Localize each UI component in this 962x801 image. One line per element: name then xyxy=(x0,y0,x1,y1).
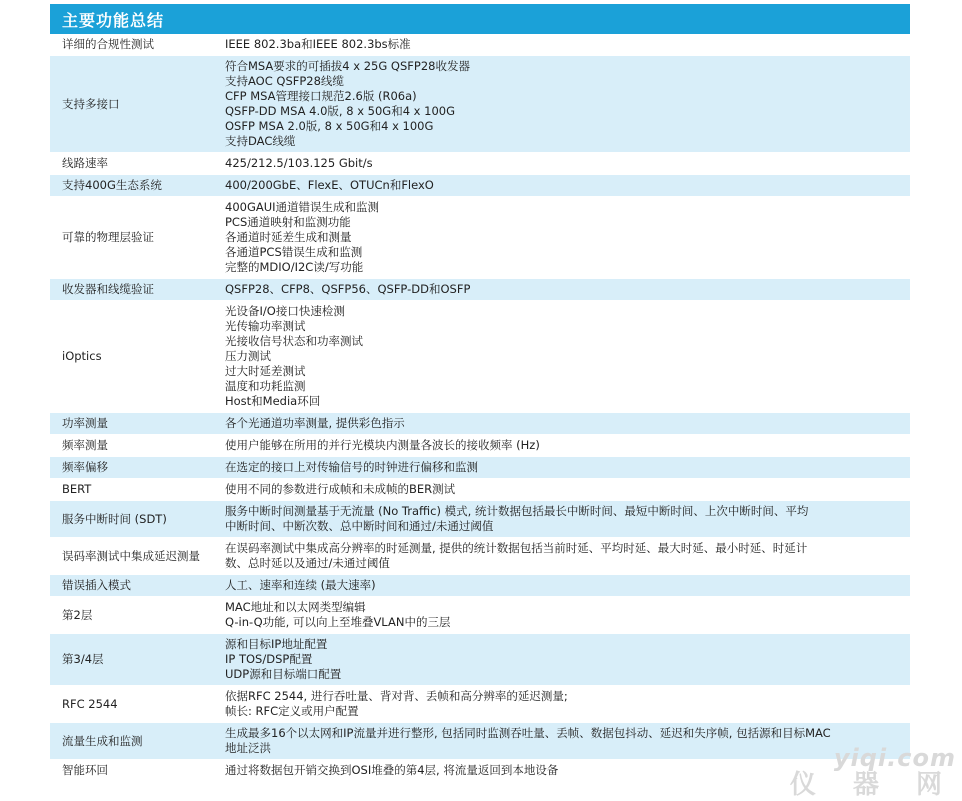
feature-row xyxy=(50,56,910,153)
feature-row xyxy=(50,538,910,575)
feature-name: 频率测量 xyxy=(50,435,225,457)
feature-description xyxy=(225,597,910,634)
feature-name: BERT xyxy=(50,479,225,501)
description-line: QSFP28、CFP8、QSFP56、QSFP-DD和OSFP xyxy=(225,282,471,296)
description-line: 支持AOC QSFP28线缆 xyxy=(225,74,344,88)
feature-description xyxy=(225,34,910,56)
description-line: 过大时延差测试 xyxy=(225,364,306,378)
description-line: IEEE 802.3ba和IEEE 802.3bs标准 xyxy=(225,37,411,51)
description-line: 压力测试 xyxy=(225,349,271,363)
description-line: 使用不同的参数进行成帧和未成帧的BER测试 xyxy=(225,482,456,496)
description-line: 完整的MDIO/I2C读/写功能 xyxy=(225,260,364,274)
feature-row xyxy=(50,279,910,301)
description-line: 温度和功耗监测 xyxy=(225,379,306,393)
feature-row xyxy=(50,597,910,634)
description-line: MAC地址和以太网类型编辑 xyxy=(225,600,366,614)
feature-row xyxy=(50,301,910,413)
feature-description xyxy=(225,575,910,597)
feature-name: 误码率测试中集成延迟测量 xyxy=(50,538,225,575)
feature-name: 可靠的物理层验证 xyxy=(50,197,225,279)
description-line: CFP MSA管理接口规范2.6版 (R06a) xyxy=(225,89,417,103)
feature-row xyxy=(50,457,910,479)
feature-name: 详细的合规性测试 xyxy=(50,34,225,56)
feature-table xyxy=(50,34,910,782)
feature-row xyxy=(50,760,910,782)
description-line: 使用户能够在所用的并行光模块内测量各波长的接收频率 (Hz) xyxy=(225,438,540,452)
feature-description xyxy=(225,501,910,538)
description-line: IP TOS/DSP配置 xyxy=(225,652,313,666)
description-line: 帧长: RFC定义或用户配置 xyxy=(225,704,359,718)
description-line: 服务中断时间测量基于无流量 (No Traffic) 模式, 统计数据包括最长中断时间、最短中断时间、上次中断时间、平均 xyxy=(225,504,809,518)
feature-description xyxy=(225,457,910,479)
description-line: 400GAUI通道错误生成和监测 xyxy=(225,200,380,214)
description-line: 425/212.5/103.125 Gbit/s xyxy=(225,156,373,170)
description-line: UDP源和目标端口配置 xyxy=(225,667,342,681)
description-line: 各通道PCS错误生成和监测 xyxy=(225,245,363,259)
description-line: 光接收信号状态和功率测试 xyxy=(225,334,363,348)
feature-description xyxy=(225,175,910,197)
description-line: 各通道时延差生成和测量 xyxy=(225,230,352,244)
feature-row xyxy=(50,435,910,457)
feature-description xyxy=(225,435,910,457)
feature-description xyxy=(225,634,910,686)
feature-description xyxy=(225,413,910,435)
feature-name: RFC 2544 xyxy=(50,686,225,723)
feature-row xyxy=(50,413,910,435)
description-line: 依据RFC 2544, 进行吞吐量、背对背、丢帧和高分辨率的延迟测量; xyxy=(225,689,568,703)
feature-name: 智能环回 xyxy=(50,760,225,782)
feature-row xyxy=(50,197,910,279)
feature-description xyxy=(225,279,910,301)
feature-name: iOptics xyxy=(50,301,225,413)
description-line: 中断时间、中断次数、总中断时间和通过/未通过阈值 xyxy=(225,519,494,533)
description-line: Q-in-Q功能, 可以向上至堆叠VLAN中的三层 xyxy=(225,615,451,629)
watermark-brand: 仪 器 网 xyxy=(789,770,956,800)
feature-name: 服务中断时间 (SDT) xyxy=(50,501,225,538)
description-line: 各个光通道功率测量, 提供彩色指示 xyxy=(225,416,405,430)
description-line: 400/200GbE、FlexE、OTUCn和FlexO xyxy=(225,178,434,192)
feature-row xyxy=(50,153,910,175)
section-title: 主要功能总结 xyxy=(50,4,910,34)
feature-row xyxy=(50,634,910,686)
watermark-domain: yiqi.com xyxy=(833,744,956,772)
feature-description xyxy=(225,197,910,279)
feature-name: 线路速率 xyxy=(50,153,225,175)
feature-name: 支持400G生态系统 xyxy=(50,175,225,197)
description-line: QSFP-DD MSA 4.0版, 8 x 50G和4 x 100G xyxy=(225,104,455,118)
feature-name: 功率测量 xyxy=(50,413,225,435)
feature-description xyxy=(225,538,910,575)
feature-row xyxy=(50,723,910,760)
feature-description xyxy=(225,686,910,723)
watermark-logo xyxy=(790,745,956,799)
description-line: 光设备I/O接口快速检测 xyxy=(225,304,345,318)
description-line: 支持DAC线缆 xyxy=(225,134,296,148)
description-line: 数、总时延以及通过/未通过阈值 xyxy=(225,556,390,570)
feature-row xyxy=(50,34,910,56)
feature-row xyxy=(50,575,910,597)
feature-name: 错误插入模式 xyxy=(50,575,225,597)
description-line: OSFP MSA 2.0版, 8 x 50G和4 x 100G xyxy=(225,119,434,133)
description-line: 生成最多16个以太网和IP流量并进行整形, 包括同时监测吞吐量、丢帧、数据包抖动、延迟和失序帧, 包括源和目标MAC xyxy=(225,726,831,740)
feature-name: 第2层 xyxy=(50,597,225,634)
description-line: 人工、速率和连续 (最大速率) xyxy=(225,578,376,592)
feature-name: 频率偏移 xyxy=(50,457,225,479)
description-line: 符合MSA要求的可插拔4 x 25G QSFP28收发器 xyxy=(225,59,470,73)
feature-description xyxy=(225,479,910,501)
feature-description xyxy=(225,56,910,153)
description-line: 地址泛洪 xyxy=(225,741,271,755)
description-line: Host和Media环回 xyxy=(225,394,321,408)
description-line: 在误码率测试中集成高分辨率的时延测量, 提供的统计数据包括当前时延、平均时延、最大时延、最小时延、时延计 xyxy=(225,541,808,555)
feature-name: 流量生成和监测 xyxy=(50,723,225,760)
description-line: 通过将数据包开销交换到OSI堆叠的第4层, 将流量返回到本地设备 xyxy=(225,763,559,777)
feature-row xyxy=(50,686,910,723)
feature-name: 收发器和线缆验证 xyxy=(50,279,225,301)
feature-summary-sheet xyxy=(50,4,910,782)
description-line: 在选定的接口上对传输信号的时钟进行偏移和监测 xyxy=(225,460,478,474)
description-line: 光传输功率测试 xyxy=(225,319,306,333)
feature-name: 支持多接口 xyxy=(50,56,225,153)
feature-row xyxy=(50,175,910,197)
feature-description xyxy=(225,301,910,413)
feature-row xyxy=(50,501,910,538)
description-line: PCS通道映射和监测功能 xyxy=(225,215,351,229)
feature-description xyxy=(225,153,910,175)
feature-name: 第3/4层 xyxy=(50,634,225,686)
description-line: 源和目标IP地址配置 xyxy=(225,637,328,651)
feature-row xyxy=(50,479,910,501)
